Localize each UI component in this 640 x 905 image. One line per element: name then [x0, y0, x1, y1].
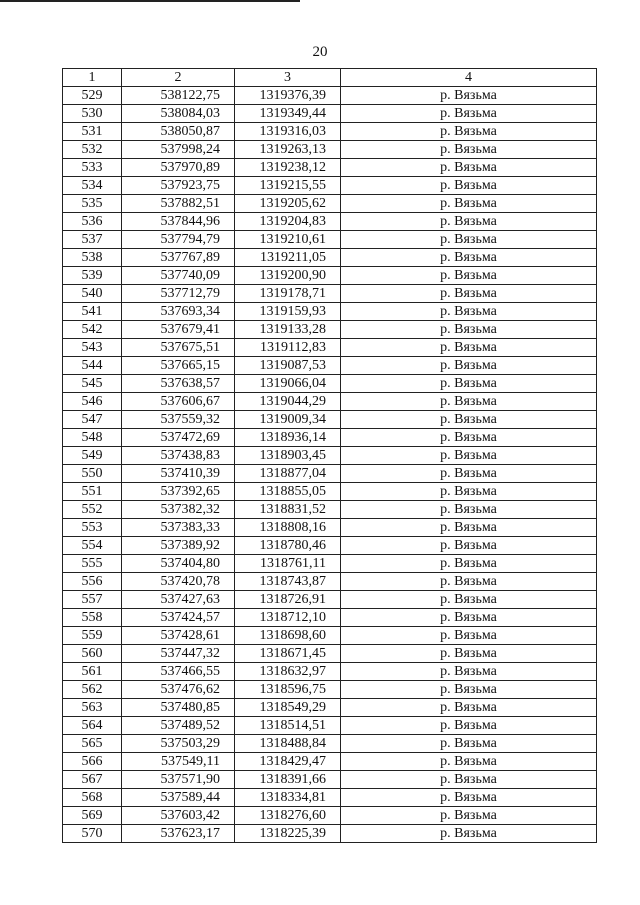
table-body	[63, 87, 597, 843]
x-coordinate-cell: 537424,57	[122, 609, 235, 627]
y-coordinate-cell: 1319159,93	[235, 303, 341, 321]
point-number-cell: 550	[63, 465, 122, 483]
table-row	[63, 357, 597, 375]
table-row	[63, 123, 597, 141]
point-number-cell: 566	[63, 753, 122, 771]
column-header-3: 3	[235, 69, 341, 87]
y-coordinate-cell: 1319112,83	[235, 339, 341, 357]
y-coordinate-cell: 1318429,47	[235, 753, 341, 771]
table-row	[63, 555, 597, 573]
x-coordinate-cell: 537844,96	[122, 213, 235, 231]
description-cell: р. Вязьма	[341, 537, 597, 555]
x-coordinate-cell: 537410,39	[122, 465, 235, 483]
description-cell: р. Вязьма	[341, 321, 597, 339]
point-number-cell: 564	[63, 717, 122, 735]
x-coordinate-cell: 537559,32	[122, 411, 235, 429]
description-cell: р. Вязьма	[341, 753, 597, 771]
x-coordinate-cell: 537427,63	[122, 591, 235, 609]
column-header-2: 2	[122, 69, 235, 87]
y-coordinate-cell: 1319215,55	[235, 177, 341, 195]
point-number-cell: 530	[63, 105, 122, 123]
y-coordinate-cell: 1318831,52	[235, 501, 341, 519]
description-cell: р. Вязьма	[341, 339, 597, 357]
x-coordinate-cell: 537638,57	[122, 375, 235, 393]
description-cell: р. Вязьма	[341, 555, 597, 573]
x-coordinate-cell: 537970,89	[122, 159, 235, 177]
x-coordinate-cell: 537693,34	[122, 303, 235, 321]
x-coordinate-cell: 537740,09	[122, 267, 235, 285]
point-number-cell: 539	[63, 267, 122, 285]
description-cell: р. Вязьма	[341, 231, 597, 249]
point-number-cell: 532	[63, 141, 122, 159]
y-coordinate-cell: 1318712,10	[235, 609, 341, 627]
table-row	[63, 267, 597, 285]
x-coordinate-cell: 537606,67	[122, 393, 235, 411]
y-coordinate-cell: 1319376,39	[235, 87, 341, 105]
description-cell: р. Вязьма	[341, 303, 597, 321]
point-number-cell: 567	[63, 771, 122, 789]
y-coordinate-cell: 1319316,03	[235, 123, 341, 141]
x-coordinate-cell: 537447,32	[122, 645, 235, 663]
point-number-cell: 541	[63, 303, 122, 321]
y-coordinate-cell: 1319066,04	[235, 375, 341, 393]
description-cell: р. Вязьма	[341, 123, 597, 141]
point-number-cell: 558	[63, 609, 122, 627]
point-number-cell: 555	[63, 555, 122, 573]
description-cell: р. Вязьма	[341, 825, 597, 843]
table-row	[63, 735, 597, 753]
point-number-cell: 546	[63, 393, 122, 411]
table-row	[63, 231, 597, 249]
x-coordinate-cell: 537472,69	[122, 429, 235, 447]
description-cell: р. Вязьма	[341, 393, 597, 411]
table-row	[63, 447, 597, 465]
y-coordinate-cell: 1318391,66	[235, 771, 341, 789]
y-coordinate-cell: 1319204,83	[235, 213, 341, 231]
table-row	[63, 429, 597, 447]
x-coordinate-cell: 537503,29	[122, 735, 235, 753]
description-cell: р. Вязьма	[341, 483, 597, 501]
table-row	[63, 159, 597, 177]
table-row	[63, 537, 597, 555]
point-number-cell: 553	[63, 519, 122, 537]
y-coordinate-cell: 1319087,53	[235, 357, 341, 375]
table-row	[63, 321, 597, 339]
description-cell: р. Вязьма	[341, 159, 597, 177]
point-number-cell: 569	[63, 807, 122, 825]
description-cell: р. Вязьма	[341, 591, 597, 609]
description-cell: р. Вязьма	[341, 771, 597, 789]
description-cell: р. Вязьма	[341, 249, 597, 267]
description-cell: р. Вязьма	[341, 357, 597, 375]
table-row	[63, 375, 597, 393]
table-row	[63, 87, 597, 105]
description-cell: р. Вязьма	[341, 429, 597, 447]
point-number-cell: 543	[63, 339, 122, 357]
point-number-cell: 542	[63, 321, 122, 339]
point-number-cell: 556	[63, 573, 122, 591]
description-cell: р. Вязьма	[341, 573, 597, 591]
point-number-cell: 538	[63, 249, 122, 267]
y-coordinate-cell: 1318596,75	[235, 681, 341, 699]
point-number-cell: 565	[63, 735, 122, 753]
table-row	[63, 807, 597, 825]
x-coordinate-cell: 537712,79	[122, 285, 235, 303]
description-cell: р. Вязьма	[341, 87, 597, 105]
table-row	[63, 645, 597, 663]
x-coordinate-cell: 537571,90	[122, 771, 235, 789]
point-number-cell: 570	[63, 825, 122, 843]
point-number-cell: 548	[63, 429, 122, 447]
table-row	[63, 825, 597, 843]
point-number-cell: 552	[63, 501, 122, 519]
y-coordinate-cell: 1319238,12	[235, 159, 341, 177]
point-number-cell: 559	[63, 627, 122, 645]
point-number-cell: 562	[63, 681, 122, 699]
y-coordinate-cell: 1319263,13	[235, 141, 341, 159]
y-coordinate-cell: 1319009,34	[235, 411, 341, 429]
x-coordinate-cell: 537767,89	[122, 249, 235, 267]
y-coordinate-cell: 1319349,44	[235, 105, 341, 123]
point-number-cell: 560	[63, 645, 122, 663]
point-number-cell: 549	[63, 447, 122, 465]
y-coordinate-cell: 1318671,45	[235, 645, 341, 663]
table-row	[63, 411, 597, 429]
table-row	[63, 573, 597, 591]
page-number: 20	[312, 44, 328, 60]
x-coordinate-cell: 537882,51	[122, 195, 235, 213]
y-coordinate-cell: 1318761,11	[235, 555, 341, 573]
x-coordinate-cell: 537998,24	[122, 141, 235, 159]
column-header-4: 4	[341, 69, 597, 87]
y-coordinate-cell: 1319178,71	[235, 285, 341, 303]
y-coordinate-cell: 1318334,81	[235, 789, 341, 807]
point-number-cell: 545	[63, 375, 122, 393]
table-row	[63, 105, 597, 123]
table-row	[63, 339, 597, 357]
x-coordinate-cell: 537476,62	[122, 681, 235, 699]
description-cell: р. Вязьма	[341, 663, 597, 681]
description-cell: р. Вязьма	[341, 105, 597, 123]
y-coordinate-cell: 1319200,90	[235, 267, 341, 285]
y-coordinate-cell: 1318903,45	[235, 447, 341, 465]
x-coordinate-cell: 537665,15	[122, 357, 235, 375]
x-coordinate-cell: 537623,17	[122, 825, 235, 843]
table-row	[63, 699, 597, 717]
point-number-cell: 536	[63, 213, 122, 231]
description-cell: р. Вязьма	[341, 141, 597, 159]
x-coordinate-cell: 537480,85	[122, 699, 235, 717]
point-number-cell: 535	[63, 195, 122, 213]
point-number-cell: 551	[63, 483, 122, 501]
table-header-row	[63, 69, 597, 87]
y-coordinate-cell: 1318698,60	[235, 627, 341, 645]
table-row	[63, 303, 597, 321]
y-coordinate-cell: 1318276,60	[235, 807, 341, 825]
description-cell: р. Вязьма	[341, 501, 597, 519]
x-coordinate-cell: 537589,44	[122, 789, 235, 807]
table-row	[63, 177, 597, 195]
point-number-cell: 534	[63, 177, 122, 195]
point-number-cell: 529	[63, 87, 122, 105]
coordinates-table	[62, 68, 597, 843]
x-coordinate-cell: 537679,41	[122, 321, 235, 339]
x-coordinate-cell: 538122,75	[122, 87, 235, 105]
y-coordinate-cell: 1319044,29	[235, 393, 341, 411]
x-coordinate-cell: 537382,32	[122, 501, 235, 519]
x-coordinate-cell: 537603,42	[122, 807, 235, 825]
x-coordinate-cell: 537383,33	[122, 519, 235, 537]
description-cell: р. Вязьма	[341, 447, 597, 465]
description-cell: р. Вязьма	[341, 267, 597, 285]
x-coordinate-cell: 537392,65	[122, 483, 235, 501]
table-row	[63, 141, 597, 159]
top-rule	[0, 0, 300, 2]
description-cell: р. Вязьма	[341, 375, 597, 393]
table-row	[63, 591, 597, 609]
x-coordinate-cell: 537389,92	[122, 537, 235, 555]
x-coordinate-cell: 537675,51	[122, 339, 235, 357]
description-cell: р. Вязьма	[341, 645, 597, 663]
point-number-cell: 547	[63, 411, 122, 429]
table-row	[63, 789, 597, 807]
y-coordinate-cell: 1318726,91	[235, 591, 341, 609]
y-coordinate-cell: 1318780,46	[235, 537, 341, 555]
table-row	[63, 465, 597, 483]
column-header-1: 1	[63, 69, 122, 87]
description-cell: р. Вязьма	[341, 735, 597, 753]
table-row	[63, 771, 597, 789]
y-coordinate-cell: 1318877,04	[235, 465, 341, 483]
x-coordinate-cell: 537549,11	[122, 753, 235, 771]
x-coordinate-cell: 537428,61	[122, 627, 235, 645]
table-row	[63, 681, 597, 699]
x-coordinate-cell: 537466,55	[122, 663, 235, 681]
table-row	[63, 285, 597, 303]
description-cell: р. Вязьма	[341, 681, 597, 699]
table-row	[63, 519, 597, 537]
point-number-cell: 568	[63, 789, 122, 807]
x-coordinate-cell: 537489,52	[122, 717, 235, 735]
y-coordinate-cell: 1318488,84	[235, 735, 341, 753]
x-coordinate-cell: 537794,79	[122, 231, 235, 249]
point-number-cell: 554	[63, 537, 122, 555]
point-number-cell: 557	[63, 591, 122, 609]
table-row	[63, 483, 597, 501]
table-row	[63, 663, 597, 681]
description-cell: р. Вязьма	[341, 789, 597, 807]
description-cell: р. Вязьма	[341, 411, 597, 429]
y-coordinate-cell: 1319205,62	[235, 195, 341, 213]
table-row	[63, 213, 597, 231]
y-coordinate-cell: 1319133,28	[235, 321, 341, 339]
x-coordinate-cell: 538050,87	[122, 123, 235, 141]
description-cell: р. Вязьма	[341, 519, 597, 537]
description-cell: р. Вязьма	[341, 609, 597, 627]
description-cell: р. Вязьма	[341, 807, 597, 825]
description-cell: р. Вязьма	[341, 213, 597, 231]
point-number-cell: 563	[63, 699, 122, 717]
y-coordinate-cell: 1318549,29	[235, 699, 341, 717]
x-coordinate-cell: 537923,75	[122, 177, 235, 195]
y-coordinate-cell: 1318808,16	[235, 519, 341, 537]
x-coordinate-cell: 537420,78	[122, 573, 235, 591]
y-coordinate-cell: 1318514,51	[235, 717, 341, 735]
table-row	[63, 609, 597, 627]
point-number-cell: 544	[63, 357, 122, 375]
table-row	[63, 393, 597, 411]
y-coordinate-cell: 1318936,14	[235, 429, 341, 447]
table-row	[63, 195, 597, 213]
table-row	[63, 717, 597, 735]
y-coordinate-cell: 1319211,05	[235, 249, 341, 267]
description-cell: р. Вязьма	[341, 465, 597, 483]
point-number-cell: 533	[63, 159, 122, 177]
y-coordinate-cell: 1319210,61	[235, 231, 341, 249]
description-cell: р. Вязьма	[341, 177, 597, 195]
x-coordinate-cell: 537404,80	[122, 555, 235, 573]
description-cell: р. Вязьма	[341, 195, 597, 213]
x-coordinate-cell: 537438,83	[122, 447, 235, 465]
point-number-cell: 540	[63, 285, 122, 303]
point-number-cell: 561	[63, 663, 122, 681]
description-cell: р. Вязьма	[341, 285, 597, 303]
y-coordinate-cell: 1318632,97	[235, 663, 341, 681]
point-number-cell: 537	[63, 231, 122, 249]
description-cell: р. Вязьма	[341, 717, 597, 735]
description-cell: р. Вязьма	[341, 699, 597, 717]
table-row	[63, 501, 597, 519]
y-coordinate-cell: 1318855,05	[235, 483, 341, 501]
table-row	[63, 753, 597, 771]
table-row	[63, 249, 597, 267]
y-coordinate-cell: 1318743,87	[235, 573, 341, 591]
x-coordinate-cell: 538084,03	[122, 105, 235, 123]
table-row	[63, 627, 597, 645]
description-cell: р. Вязьма	[341, 627, 597, 645]
y-coordinate-cell: 1318225,39	[235, 825, 341, 843]
point-number-cell: 531	[63, 123, 122, 141]
